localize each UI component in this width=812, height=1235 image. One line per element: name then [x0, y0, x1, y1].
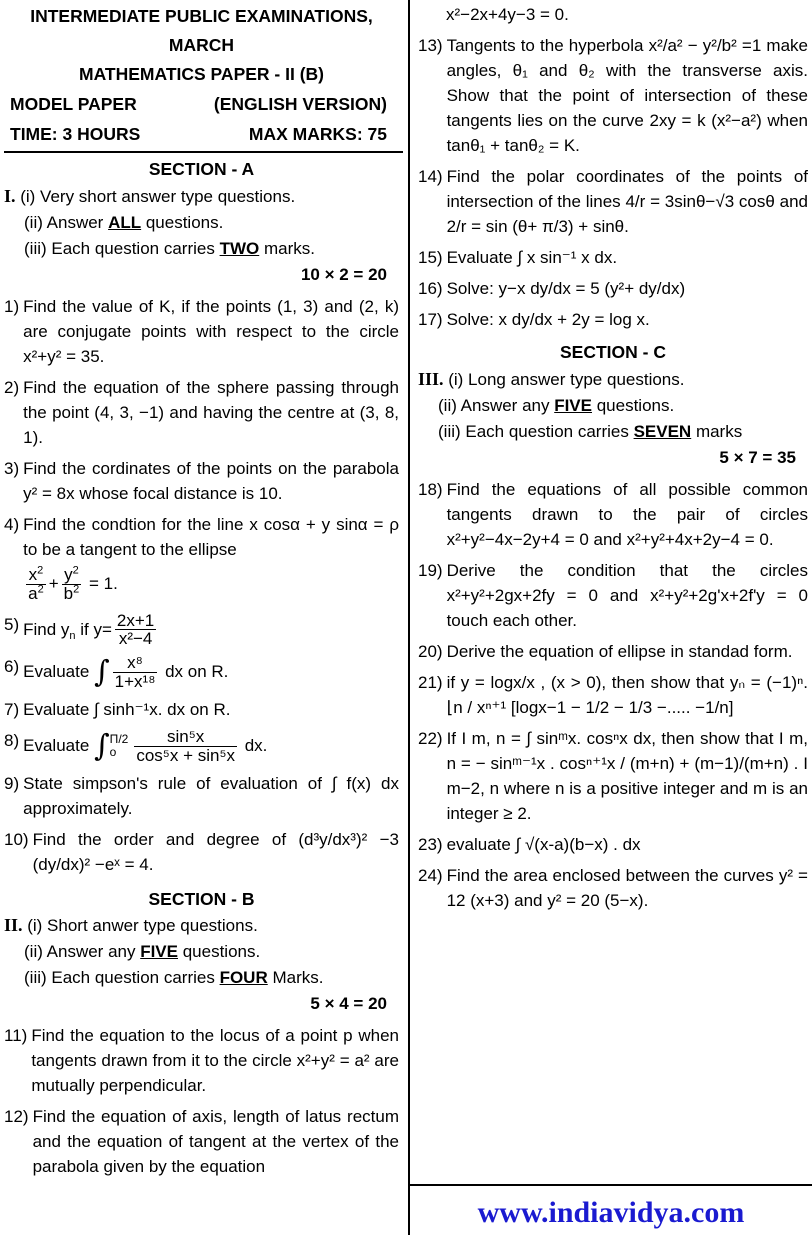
- question-22: 22) If I m, n = ∫ sinᵐx. cosⁿx dx, then show that I m, n = − sinᵐ⁻¹x . cosⁿ⁺¹x / (m+n) + (m−1)/(m+n) . I m−2, n where n is a positive integer and m is an integer ≥ 2.: [418, 728, 808, 823]
- question-14: 14) Find the polar coordinates of the points of intersection of the lines 4/r = 3sinθ−√3 cosθ and 2/r = sin (θ+ π/3) + sinθ.: [418, 167, 808, 236]
- question-15: 15) Evaluate ∫ x sin⁻¹ x dx.: [418, 248, 618, 267]
- question-6: 6) Evaluate ∫ $\frac{\text{x⁸}}{\text{1+x¹⁸}}$ dx on R.: [4, 653, 229, 692]
- header-divider: [4, 151, 403, 153]
- section-a-instruction-1: I. (i) Very short answer type questions.: [4, 185, 296, 206]
- section-a-title: SECTION - A: [148, 159, 255, 179]
- section-c-instruction-2: (ii) Answer any FIVE questions.: [438, 395, 675, 415]
- question-18: 18) Find the equations of all possible common tangents drawn to the pair of circles x²+y²−4x−2y+4 = 0 and x²+y²+4x+2y−4 = 0.: [418, 479, 808, 549]
- question-17: 17) Solve: x dy/dx + 2y = log x.: [418, 310, 650, 329]
- question-2: 2) Find the equation of the sphere passing through the point (4, 3, −1) and having the centre at (3, 8, 1).: [4, 377, 399, 447]
- question-21: 21) if y = logx/x , (x > 0), then show that yₙ = (−1)ⁿ. ⌊n / xⁿ⁺¹ [logx−1 − 1/2 − 1/3 −..... −1/n]: [418, 672, 808, 717]
- section-c-instruction-1: III. (i) Long answer type questions.: [418, 368, 685, 389]
- header-row-2: [4, 119, 399, 149]
- website-footer-link[interactable]: www.indiavidya.com: [477, 1196, 745, 1229]
- left-column: [4, 2, 399, 1179]
- section-b-marks: 5 × 4 = 20: [310, 994, 387, 1014]
- question-19: 19) Derive the condition that the circles x²+y²+2gx+2fy = 0 and x²+y²+2g'x+2f'y = 0 touch each other.: [418, 560, 808, 630]
- question-4: 4) Find the condtion for the line x cosα + y sinα = ρ to be a tangent to the ellipse $\frac{x^2}{a^2}$ + $\frac{y^2}{b^2}$ = 1.: [4, 512, 399, 606]
- question-12-equation: x²−2x+4y−3 = 0.: [446, 5, 569, 24]
- section-b-title: SECTION - B: [148, 888, 255, 909]
- model-paper-label: MODEL PAPER: [10, 94, 137, 114]
- section-c-title: SECTION - C: [560, 342, 666, 362]
- question-13: 13) Tangents to the hyperbola x²/a² − y²/b² =1 make angles, θ₁ and θ₂ with the transverse axis. Show that the point of intersection of these tangents lies on the curve 2xy = k (x²−a²) when tanθ₁ + tanθ₂ = K.: [418, 36, 808, 155]
- section-b-instruction-2: (ii) Answer any FIVE questions.: [24, 942, 261, 962]
- q4-ellipse-equation: $\frac{x^2}{a^2}$ + $\frac{y^2}{b^2}$ = 1.: [28, 564, 118, 603]
- exam-month: MARCH: [168, 35, 235, 55]
- section-c-instruction-3: (iii) Each question carries SEVEN marks: [438, 421, 743, 441]
- question-12: 12) Find the equation of axis, length of latus rectum and the equation of tangent at the vertex of the parabola given by the equation: [4, 1107, 399, 1177]
- question-7: 7) Evaluate ∫ sinh⁻¹x. dx on R.: [4, 699, 231, 719]
- question-3: 3) Find the cordinates of the points on the parabola y² = 8x whose focal distance is 10.: [4, 458, 399, 503]
- question-1: 1) Find the value of K, if the points (1, 3) and (2, k) are conjugate points with respect to the circle x²+y² = 35.: [4, 296, 399, 366]
- section-c-marks: 5 × 7 = 35: [719, 447, 796, 467]
- right-column: [418, 2, 808, 913]
- version-label: (ENGLISH VERSION): [213, 94, 387, 114]
- section-b-instruction-1: II. (i) Short anwer type questions.: [4, 915, 258, 936]
- question-11: 11) Find the equation to the locus of a point p when tangents drawn from it to the circle x²+y² = a² are mutually perpendicular.: [4, 1026, 399, 1096]
- header-row-1: [4, 89, 399, 119]
- section-a-instruction-2: (ii) Answer ALL questions.: [24, 212, 224, 232]
- question-23: 23) evaluate ∫ √(x-a)(b−x) . dx: [418, 834, 641, 854]
- max-marks-label: MAX MARKS: 75: [248, 124, 387, 144]
- exam-title: INTERMEDIATE PUBLIC EXAMINATIONS,: [30, 6, 373, 26]
- section-b-instruction-3: (iii) Each question carries FOUR Marks.: [24, 968, 324, 988]
- paper-title: MATHEMATICS PAPER - II (B): [79, 64, 324, 84]
- question-16: 16) Solve: y−x dy/dx = 5 (y²+ dy/dx): [418, 279, 686, 298]
- question-9: 9) State simpson's rule of evaluation of ∫ f(x) dx approximately.: [4, 773, 399, 818]
- time-label: TIME: 3 HOURS: [10, 124, 141, 144]
- column-divider: [408, 0, 410, 1235]
- question-10: 10) Find the order and degree of (d³y/dx³)² −3 (dy/dx)² −eˣ = 4.: [4, 829, 399, 874]
- question-5: 5) Find $y_n$ if y= $\frac{2x+1}{\text{x²−4}}$: [4, 610, 155, 649]
- question-8: 8) Evaluate ∫ Π/2 o $\frac{\text{sin⁵x}}{\text{cos⁵x + sin⁵x}}$ dx.: [4, 726, 268, 765]
- section-a-marks: 10 × 2 = 20: [300, 264, 387, 284]
- question-24: 24) Find the area enclosed between the curves y² = 12 (x+3) and y² = 20 (5−x).: [418, 865, 808, 910]
- footer-divider: [410, 1184, 812, 1186]
- section-a-instruction-3: (iii) Each question carries TWO marks.: [24, 238, 315, 258]
- question-20: 20) Derive the equation of ellipse in standad form.: [418, 641, 793, 661]
